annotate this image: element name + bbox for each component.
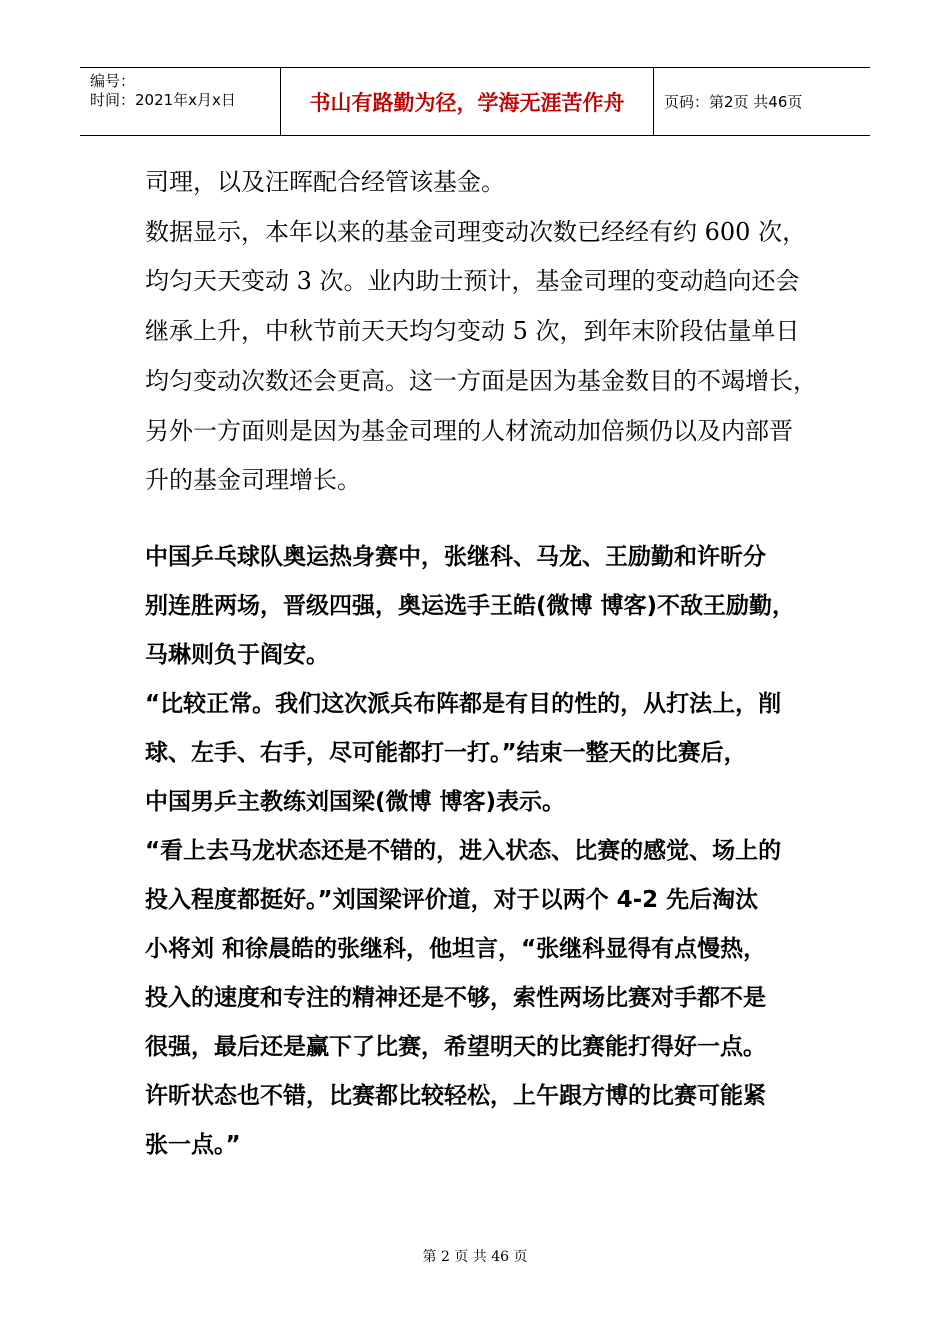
header-page-cell bbox=[654, 68, 870, 135]
text-line: 均匀变动次数还会更高。这一方面是因为基金数目的不竭增长， bbox=[145, 366, 817, 395]
text-line: 继承上升，中秋节前天天均匀变动 5 次，到年末阶段估量单日 bbox=[145, 317, 800, 346]
text-line: “比较正常。我们这次派兵布阵都是有目的性的，从打法上，削 bbox=[145, 691, 782, 717]
paragraph-table-tennis bbox=[145, 533, 825, 1170]
document-header bbox=[80, 67, 870, 136]
text-line: 球、左手、右手，尽可能都打一打。”结束一整天的比赛后， bbox=[145, 740, 747, 766]
text-line: 升的基金司理增长。 bbox=[145, 466, 361, 495]
page-footer bbox=[0, 1246, 950, 1266]
text-line: 小将刘 和徐晨皓的张继科，他坦言，“张继科显得有点慢热， bbox=[145, 936, 767, 962]
paragraph-fund-managers bbox=[145, 158, 825, 506]
text-line: 中国乒乓球队奥运热身赛中，张继科、马龙、王励勤和许昕分 bbox=[145, 544, 766, 570]
text-line: 司理，以及汪晖配合经管该基金。 bbox=[145, 168, 505, 196]
motto-text: 书山有路勤为径，学海无涯苦作舟 bbox=[309, 90, 625, 115]
text-line: “看上去马龙状态还是不错的，进入状态、比赛的感觉、场上的 bbox=[145, 838, 782, 864]
text-line: 均匀天天变动 3 次。业内助士预计，基金司理的变动趋向还会 bbox=[145, 267, 800, 296]
number-label: 编号： bbox=[90, 72, 136, 90]
text-line: 中国男乒主教练刘国梁(微博 博客)表示。 bbox=[145, 789, 566, 815]
text-line: 数据显示，本年以来的基金司理变动次数已经经有约 600 次， bbox=[145, 217, 807, 246]
header-meta-cell bbox=[80, 68, 281, 135]
text-line: 很强，最后还是赢下了比赛，希望明天的比赛能打得好一点。 bbox=[145, 1034, 766, 1060]
footer-page-number: 第 2 页 共 46 页 bbox=[422, 1249, 528, 1265]
text-line: 另外一方面则是因为基金司理的人材流动加倍频仍以及内部晋 bbox=[145, 416, 793, 445]
text-line: 投入程度都挺好。”刘国梁评价道，对于以两个 4-2 先后淘汰 bbox=[145, 887, 759, 913]
text-line: 许昕状态也不错，比赛都比较轻松，上午跟方博的比赛可能紧 bbox=[145, 1083, 766, 1109]
text-line: 别连胜两场，晋级四强，奥运选手王皓(微博 博客)不敌王励勤， bbox=[145, 593, 796, 619]
text-line: 投入的速度和专注的精神还是不够，索性两场比赛对手都不是 bbox=[145, 985, 766, 1011]
text-line: 马琳则负于阎安。 bbox=[145, 642, 329, 668]
date-label: 时间：2021年x月x日 bbox=[90, 91, 236, 109]
text-line: 张一点。” bbox=[145, 1132, 241, 1158]
page-label: 页码：第2页 共46页 bbox=[664, 93, 803, 111]
header-motto-cell bbox=[281, 68, 654, 135]
